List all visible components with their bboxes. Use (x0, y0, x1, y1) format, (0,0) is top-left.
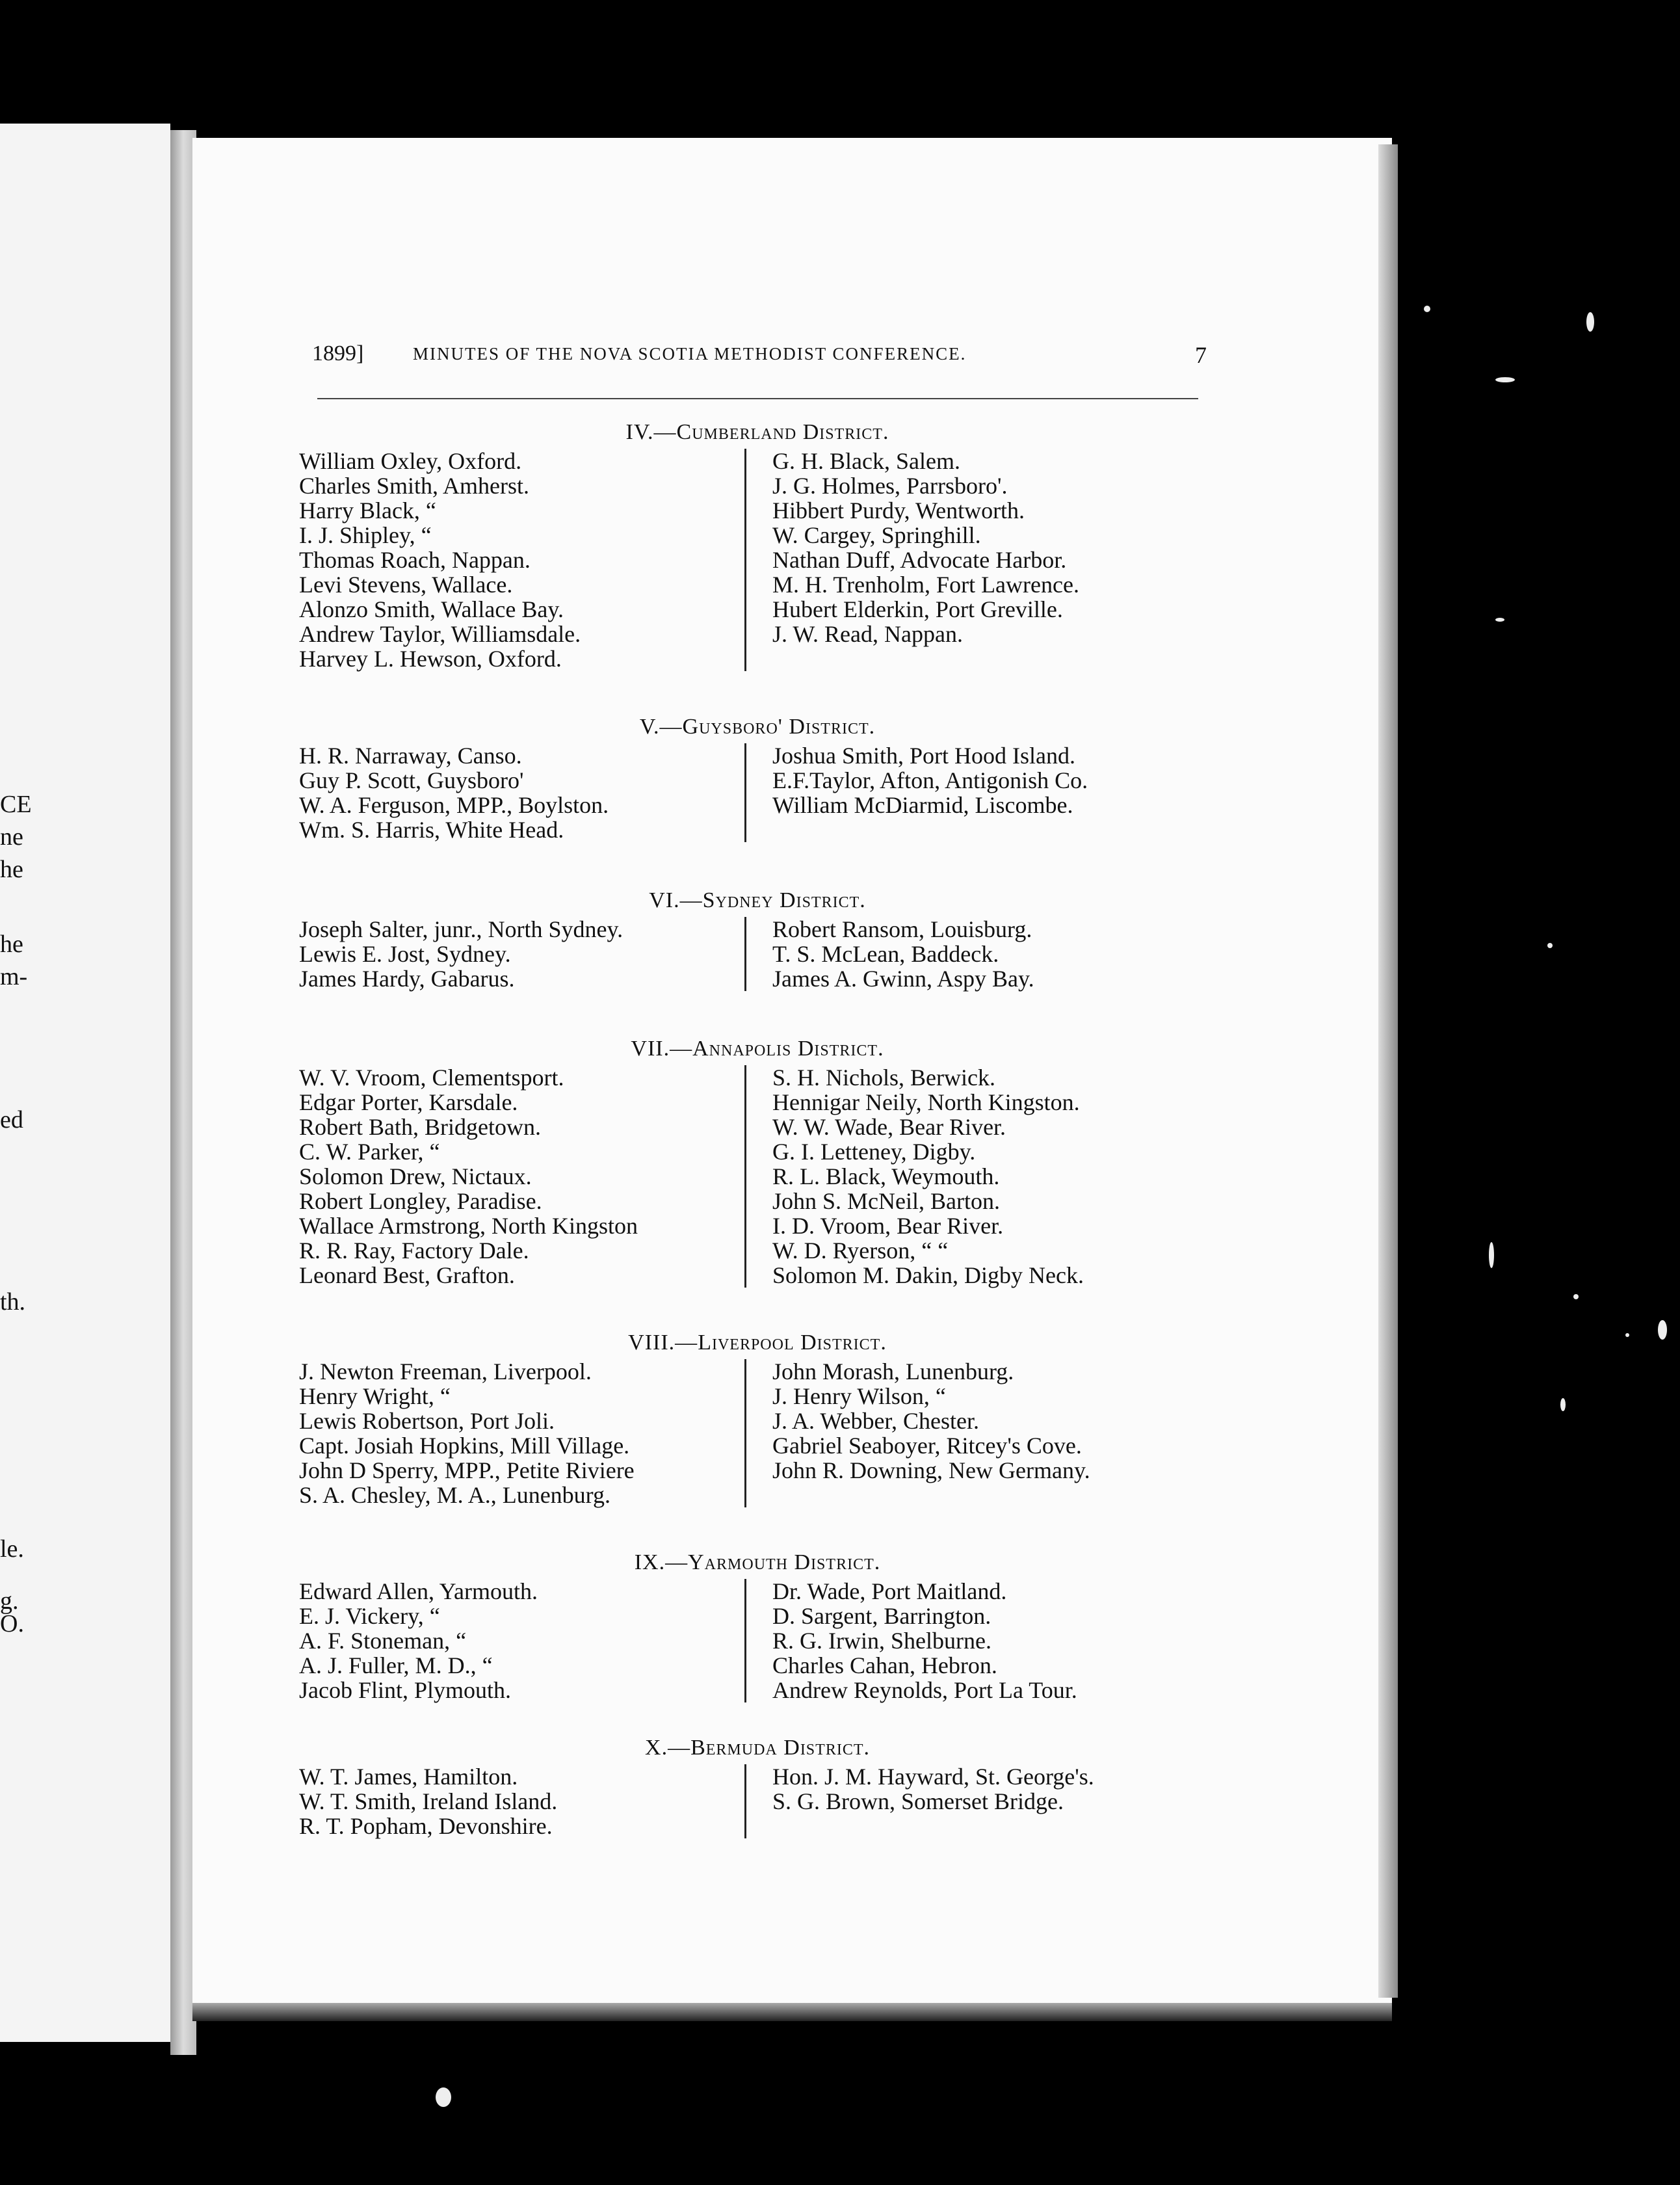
member-entry: Robert Longley, Paradise. (299, 1188, 542, 1214)
scan-speck (1424, 306, 1430, 312)
district-columns (299, 1359, 1222, 1507)
left-page-text-fragments (0, 124, 170, 2042)
district-section (299, 711, 1222, 842)
district-name: Sydney District. (702, 888, 866, 912)
member-entry: R. R. Ray, Factory Dale. (299, 1238, 529, 1264)
district-title (299, 1732, 1222, 1764)
district-name: Bermuda District. (690, 1736, 870, 1760)
district-columns (299, 449, 1222, 671)
left-page-fragment: he (0, 856, 23, 883)
district-section (299, 1732, 1222, 1838)
member-entry: William Oxley, Oxford. (299, 448, 522, 474)
column-left (299, 743, 744, 842)
member-entry: William McDiarmid, Liscombe. (772, 792, 1073, 818)
member-entry: J. A. Webber, Chester. (772, 1408, 979, 1434)
page-edge (1378, 144, 1398, 1998)
district-name: Liverpool District. (698, 1331, 887, 1355)
page-number: 7 (1195, 342, 1207, 368)
member-entry: Harry Black, “ (299, 497, 436, 523)
district-columns (299, 743, 1222, 842)
member-entry: G. H. Black, Salem. (772, 448, 960, 474)
district-section (299, 416, 1222, 671)
member-entry: M. H. Trenholm, Fort Lawrence. (772, 572, 1079, 598)
left-page-fragment: g. (0, 1587, 19, 1615)
member-entry: Jacob Flint, Plymouth. (299, 1677, 512, 1703)
district-numeral: X.— (645, 1736, 691, 1760)
member-entry: Robert Bath, Bridgetown. (299, 1114, 541, 1140)
district-name: Yarmouth District. (688, 1550, 881, 1574)
member-entry: Wm. S. Harris, White Head. (299, 817, 564, 843)
left-page-fragment: he (0, 931, 23, 958)
member-entry: James Hardy, Gabarus. (299, 966, 515, 992)
member-entry: W. T. James, Hamilton. (299, 1764, 518, 1790)
member-entry: R. T. Popham, Devonshire. (299, 1813, 553, 1839)
member-entry: Gabriel Seaboyer, Ritcey's Cove. (772, 1433, 1082, 1459)
scan-speck (1625, 1333, 1629, 1337)
column-right (744, 1764, 1094, 1838)
district-title (299, 1327, 1222, 1359)
district-columns (299, 1065, 1222, 1288)
member-entry: Capt. Josiah Hopkins, Mill Village. (299, 1433, 630, 1459)
member-entry: Hennigar Neily, North Kingston. (772, 1089, 1080, 1115)
member-entry: D. Sargent, Barrington. (772, 1603, 991, 1629)
member-entry: John D Sperry, MPP., Petite Riviere (299, 1457, 635, 1483)
member-entry: Harvey L. Hewson, Oxford. (299, 646, 562, 672)
left-page-fragment: O. (0, 1610, 24, 1637)
member-entry: J. W. Read, Nappan. (772, 621, 963, 647)
column-right (744, 917, 1034, 991)
district-name: Cumberland District. (676, 420, 889, 444)
scan-speck (1658, 1320, 1667, 1340)
district-section (299, 1327, 1222, 1507)
member-entry: Lewis E. Jost, Sydney. (299, 941, 511, 967)
member-entry: W. A. Ferguson, MPP., Boylston. (299, 792, 609, 818)
scan-speck (1547, 943, 1553, 948)
column-right (744, 449, 1079, 671)
column-left (299, 1579, 744, 1702)
district-numeral: V.— (639, 715, 683, 739)
member-entry: S. A. Chesley, M. A., Lunenburg. (299, 1482, 611, 1508)
district-section (299, 1033, 1222, 1288)
member-entry: I. D. Vroom, Bear River. (772, 1213, 1004, 1239)
page-bottom-shadow (192, 2003, 1392, 2021)
member-entry: E. J. Vickery, “ (299, 1603, 440, 1629)
member-entry: John S. McNeil, Barton. (772, 1188, 1000, 1214)
member-entry: R. L. Black, Weymouth. (772, 1163, 1000, 1189)
left-page (0, 124, 170, 2042)
member-entry: W. T. Smith, Ireland Island. (299, 1788, 558, 1814)
left-page-fragment: ne (0, 823, 23, 851)
scan-speck (1495, 377, 1515, 382)
district-title (299, 416, 1222, 449)
member-entry: Edward Allen, Yarmouth. (299, 1578, 538, 1604)
member-entry: Edgar Porter, Karsdale. (299, 1089, 518, 1115)
member-entry: Hon. J. M. Hayward, St. George's. (772, 1764, 1094, 1790)
member-entry: Levi Stevens, Wallace. (299, 572, 513, 598)
column-left (299, 1359, 744, 1507)
member-entry: Andrew Reynolds, Port La Tour. (772, 1677, 1077, 1703)
scan-speck (1495, 618, 1504, 622)
district-name: Annapolis District. (692, 1037, 884, 1061)
member-entry: Joseph Salter, junr., North Sydney. (299, 916, 623, 942)
district-numeral: IV.— (625, 420, 677, 444)
column-left (299, 1764, 744, 1838)
member-entry: J. Newton Freeman, Liverpool. (299, 1358, 592, 1384)
district-section (299, 884, 1222, 991)
member-entry: Joshua Smith, Port Hood Island. (772, 743, 1076, 769)
member-entry: Alonzo Smith, Wallace Bay. (299, 596, 564, 622)
column-right (744, 1065, 1084, 1288)
running-title: MINUTES OF THE NOVA SCOTIA METHODIST CONFERENCE. (413, 344, 967, 364)
column-left (299, 1065, 744, 1288)
member-entry: John R. Downing, New Germany. (772, 1457, 1090, 1483)
member-entry: S. G. Brown, Somerset Bridge. (772, 1788, 1064, 1814)
header-rule (317, 398, 1198, 399)
member-entry: A. F. Stoneman, “ (299, 1628, 467, 1654)
member-entry: W. D. Ryerson, “ “ (772, 1238, 949, 1264)
member-entry: Hubert Elderkin, Port Greville. (772, 596, 1063, 622)
member-entry: W. Cargey, Springhill. (772, 522, 981, 548)
district-name: Guysboro' District. (682, 715, 876, 739)
member-entry: W. W. Wade, Bear River. (772, 1114, 1006, 1140)
member-entry: Hibbert Purdy, Wentworth. (772, 497, 1025, 523)
member-entry: Solomon M. Dakin, Digby Neck. (772, 1262, 1084, 1288)
member-entry: Solomon Drew, Nictaux. (299, 1163, 532, 1189)
district-title (299, 711, 1222, 743)
district-columns (299, 1764, 1222, 1838)
member-entry: James A. Gwinn, Aspy Bay. (772, 966, 1034, 992)
member-entry: Henry Wright, “ (299, 1383, 451, 1409)
left-page-fragment: le. (0, 1535, 24, 1563)
left-page-fragment: m- (0, 963, 28, 990)
column-right (744, 743, 1088, 842)
member-entry: Nathan Duff, Advocate Harbor. (772, 547, 1067, 573)
member-entry: Charles Cahan, Hebron. (772, 1652, 997, 1678)
member-entry: T. S. McLean, Baddeck. (772, 941, 999, 967)
header-year: 1899] (312, 341, 364, 365)
member-entry: Guy P. Scott, Guysboro' (299, 767, 524, 793)
left-page-fragment: ed (0, 1106, 23, 1133)
column-left (299, 917, 744, 991)
district-numeral: VII.— (631, 1037, 693, 1061)
scan-speck (1573, 1294, 1579, 1299)
member-entry: J. Henry Wilson, “ (772, 1383, 946, 1409)
member-entry: G. I. Letteney, Digby. (772, 1139, 976, 1165)
column-left (299, 449, 744, 671)
member-entry: W. V. Vroom, Clementsport. (299, 1065, 564, 1091)
member-entry: Leonard Best, Grafton. (299, 1262, 515, 1288)
scan-speck (436, 2087, 451, 2107)
scan-speck (1586, 312, 1594, 332)
district-title (299, 884, 1222, 917)
member-entry: R. G. Irwin, Shelburne. (772, 1628, 991, 1654)
left-page-fragment: th. (0, 1288, 26, 1316)
scan-speck (1560, 1398, 1566, 1411)
district-columns (299, 917, 1222, 991)
district-title (299, 1546, 1222, 1579)
district-section (299, 1546, 1222, 1702)
left-page-fragment: CE (0, 791, 32, 818)
member-entry: Andrew Taylor, Williamsdale. (299, 621, 581, 647)
member-entry: Wallace Armstrong, North Kingston (299, 1213, 638, 1239)
member-entry: E.F.Taylor, Afton, Antigonish Co. (772, 767, 1088, 793)
district-numeral: VIII.— (628, 1331, 698, 1355)
column-right (744, 1579, 1077, 1702)
member-entry: Robert Ransom, Louisburg. (772, 916, 1032, 942)
member-entry: C. W. Parker, “ (299, 1139, 440, 1165)
page-header (312, 341, 1207, 380)
member-entry: S. H. Nichols, Berwick. (772, 1065, 995, 1091)
member-entry: Charles Smith, Amherst. (299, 473, 529, 499)
member-entry: John Morash, Lunenburg. (772, 1358, 1014, 1384)
member-entry: H. R. Narraway, Canso. (299, 743, 522, 769)
district-title (299, 1033, 1222, 1065)
member-entry: I. J. Shipley, “ (299, 522, 432, 548)
member-entry: Thomas Roach, Nappan. (299, 547, 531, 573)
scan-speck (1489, 1242, 1494, 1268)
district-numeral: IX.— (634, 1550, 689, 1574)
column-right (744, 1359, 1090, 1507)
member-entry: Lewis Robertson, Port Joli. (299, 1408, 555, 1434)
district-columns (299, 1579, 1222, 1702)
district-numeral: VI.— (649, 888, 703, 912)
member-entry: Dr. Wade, Port Maitland. (772, 1578, 1007, 1604)
member-entry: J. G. Holmes, Parrsboro'. (772, 473, 1008, 499)
member-entry: A. J. Fuller, M. D., “ (299, 1652, 493, 1678)
